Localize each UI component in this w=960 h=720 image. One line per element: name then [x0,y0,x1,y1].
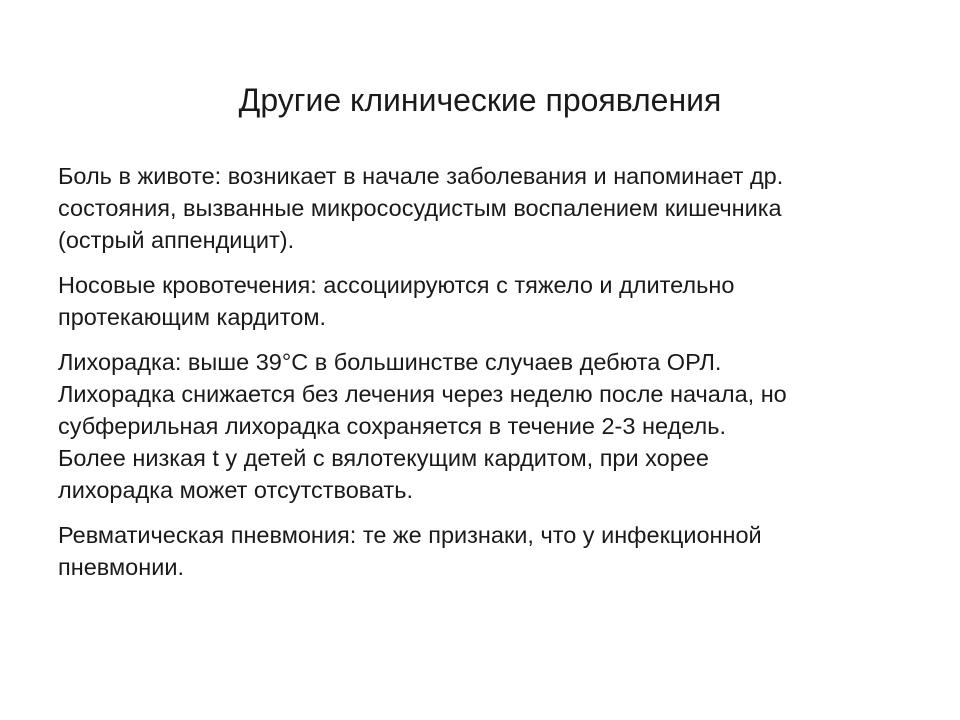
text-line: пневмонии. [58,554,184,580]
paragraph-pneumonia [58,519,908,583]
slide-title: Другие клинические проявления [238,82,722,118]
text-line: Носовые кровотечения: ассоциируются с тяжело и длительно [58,272,735,298]
text-line: Ревматическая пневмония: те же признаки, что у инфекционной [58,522,762,548]
text-line: протекающим кардитом. [58,304,327,330]
paragraph-fever [58,346,908,506]
text-line: (острый аппендицит). [58,227,295,253]
slide-body [58,160,908,596]
text-line: состояния, вызванные микрососудистым воспалением кишечника [58,195,782,221]
text-line: Лихорадка: выше 39°С в большинстве случаев дебюта ОРЛ. [58,349,722,375]
text-line: лихорадка может отсутствовать. [58,477,414,503]
text-line: Более низкая t у детей с вялотекущим кардитом, при хорее [58,445,709,471]
text-line: Лихорадка снижается без лечения через неделю после начала, но [58,381,787,407]
text-line: субферильная лихорадка сохраняется в течение 2-3 недель. [58,413,726,439]
paragraph-nosebleeds [58,269,908,333]
paragraph-abdominal-pain [58,160,908,256]
text-line: Боль в животе: возникает в начале заболевания и напоминает др. [58,163,784,189]
